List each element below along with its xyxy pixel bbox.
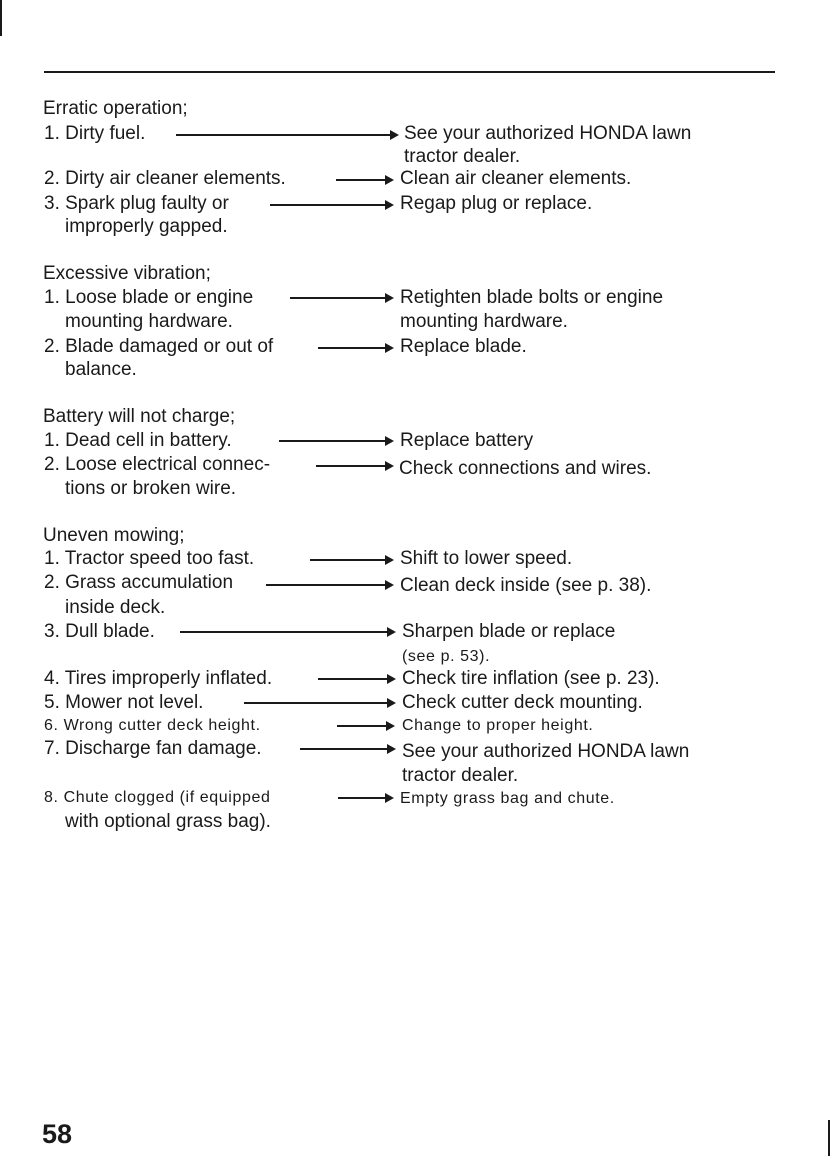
remedy-text: tractor dealer.: [404, 146, 521, 167]
arrow-icon: [318, 347, 392, 349]
arrow-icon: [310, 559, 392, 561]
remedy-text: Regap plug or replace.: [400, 193, 593, 214]
cause-text: 4. Tires improperly inflated.: [44, 668, 273, 689]
arrow-icon: [290, 297, 392, 299]
remedy-text: Replace blade.: [400, 336, 527, 357]
cause-text: with optional grass bag).: [65, 811, 271, 832]
scan-edge-mark: [0, 0, 2, 36]
arrow-icon: [279, 440, 392, 442]
remedy-text: See your authorized HONDA lawn: [402, 741, 690, 762]
arrow-icon: [316, 465, 392, 467]
cause-text: 3. Spark plug faulty or: [44, 193, 229, 214]
remedy-text: tractor dealer.: [402, 765, 519, 786]
remedy-text: (see p. 53).: [402, 648, 491, 665]
remedy-text: Check connections and wires.: [399, 458, 652, 479]
remedy-text: mounting hardware.: [400, 311, 568, 332]
arrow-icon: [176, 134, 397, 136]
arrow-icon: [244, 702, 394, 704]
cause-text: 6. Wrong cutter deck height.: [44, 717, 261, 734]
remedy-text: Empty grass bag and chute.: [400, 790, 615, 807]
arrow-icon: [266, 584, 392, 586]
cause-text: 1. Dirty fuel.: [44, 123, 146, 144]
cause-text: inside deck.: [65, 597, 166, 618]
scan-edge-mark: [828, 1120, 830, 1156]
page-number: 58: [42, 1119, 73, 1149]
remedy-text: Change to proper height.: [402, 717, 594, 734]
remedy-text: See your authorized HONDA lawn: [404, 123, 692, 144]
remedy-text: Check tire inflation (see p. 23).: [402, 668, 660, 689]
cause-text: 2. Dirty air cleaner elements.: [44, 168, 286, 189]
cause-text: 2. Blade damaged or out of: [44, 336, 274, 357]
cause-text: 1. Loose blade or engine: [44, 287, 254, 308]
arrow-icon: [337, 725, 393, 727]
remedy-text: Shift to lower speed.: [400, 548, 573, 569]
remedy-text: Sharpen blade or replace: [402, 621, 616, 642]
section-heading: Uneven mowing;: [43, 525, 185, 546]
remedy-text: Replace battery: [400, 430, 534, 451]
cause-text: 1. Dead cell in battery.: [44, 430, 232, 451]
cause-text: 2. Grass accumulation: [44, 572, 234, 593]
remedy-text: Clean deck inside (see p. 38).: [400, 575, 652, 596]
cause-text: mounting hardware.: [65, 311, 233, 332]
cause-text: 8. Chute clogged (if equipped: [44, 789, 271, 806]
cause-text: 7. Discharge fan damage.: [44, 738, 262, 759]
section-heading: Erratic operation;: [43, 98, 188, 119]
arrow-icon: [300, 748, 394, 750]
cause-text: 3. Dull blade.: [44, 621, 155, 642]
section-heading: Battery will not charge;: [43, 406, 236, 427]
top-rule: [44, 71, 775, 73]
cause-text: 5. Mower not level.: [44, 692, 204, 713]
remedy-text: Check cutter deck mounting.: [402, 692, 643, 713]
arrow-icon: [180, 631, 394, 633]
remedy-text: Clean air cleaner elements.: [400, 168, 632, 189]
cause-text: 2. Loose electrical connec-: [44, 454, 271, 475]
arrow-icon: [318, 678, 394, 680]
remedy-text: Retighten blade bolts or engine: [400, 287, 664, 308]
arrow-icon: [338, 797, 392, 799]
cause-text: improperly gapped.: [65, 216, 228, 237]
section-heading: Excessive vibration;: [43, 263, 211, 284]
cause-text: 1. Tractor speed too fast.: [44, 548, 255, 569]
arrow-icon: [336, 179, 392, 181]
cause-text: balance.: [65, 359, 137, 380]
arrow-icon: [270, 204, 392, 206]
cause-text: tions or broken wire.: [65, 478, 237, 499]
